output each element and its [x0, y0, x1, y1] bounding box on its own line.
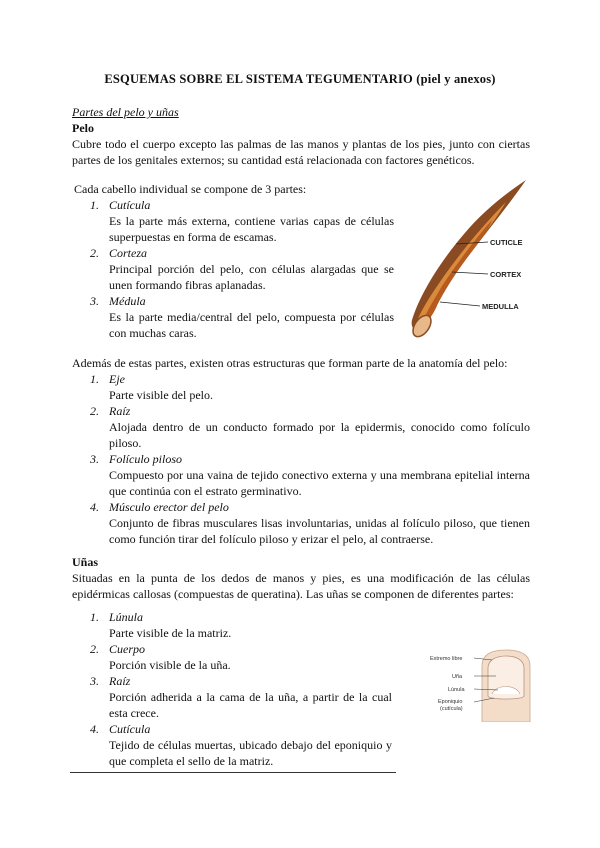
pelo-heading: Pelo [72, 121, 94, 135]
item-number: 4. [90, 722, 99, 736]
item-number: 3. [90, 294, 99, 308]
nail-parts-list [72, 609, 392, 769]
nail-structure-figure [430, 648, 534, 722]
free-edge-label: Extremo libre [430, 656, 463, 662]
item-term: Eje [109, 372, 125, 386]
item-description: Es la parte más externa, contiene varias capas de células superpuestas en forma de escamas. [109, 214, 394, 244]
item-term: Lúnula [109, 610, 144, 624]
cortex-label: CORTEX [490, 270, 522, 279]
section-heading: Partes del pelo y uñas [72, 105, 179, 119]
footer-rule [70, 772, 396, 773]
item-term: Médula [109, 294, 146, 308]
item-term: Cuerpo [109, 642, 145, 656]
item-number: 3. [90, 452, 99, 466]
medulla-label: MEDULLA [482, 302, 519, 311]
unas-heading: Uñas [72, 555, 99, 569]
item-term: Raíz [109, 404, 131, 418]
list-item [72, 403, 530, 451]
item-term: Músculo erector del pelo [109, 500, 229, 514]
list-item [72, 673, 392, 721]
pelo-other-intro: Además de estas partes, existen otras estructuras que forman parte de la anatomía del pelo: [72, 356, 508, 370]
cortex-leader-line [452, 272, 488, 274]
list-item [72, 641, 392, 673]
list-item [72, 721, 392, 769]
list-item [72, 371, 530, 403]
list-item [72, 609, 392, 641]
item-term: Cutícula [109, 198, 151, 212]
cuticle-sub-label: (cutícula) [440, 706, 463, 712]
document-title: ESQUEMAS SOBRE EL SISTEMA TEGUMENTARIO (piel y anexos) [104, 72, 496, 86]
hair-parts-list [72, 197, 394, 341]
item-number: 1. [90, 610, 99, 624]
item-description: Compuesto por una vaina de tejido conectivo externa y una membrana epitelial interna que continúa con el estrato germinativo. [109, 468, 530, 498]
item-number: 2. [90, 642, 99, 656]
item-term: Corteza [109, 246, 148, 260]
hair-anatomy-list [72, 371, 530, 547]
item-description: Parte visible del pelo. [109, 388, 213, 402]
item-description: Porción adherida a la cama de la uña, a partir de la cual esta crece. [109, 690, 392, 720]
hair-structure-figure [400, 176, 530, 338]
item-term: Cutícula [109, 722, 151, 736]
item-description: Tejido de células muertas, ubicado debajo del eponiquio y que completa el sello de la matriz. [109, 738, 392, 768]
pelo-intro: Cubre todo el cuerpo excepto las palmas de las manos y plantas de los pies, junto con ciertas partes de los genitales externos; su cantidad está relacionada con factores genéticos. [72, 137, 530, 167]
item-description: Principal porción del pelo, con células alargadas que se unen formando fibras aplanadas. [109, 262, 394, 292]
item-number: 3. [90, 674, 99, 688]
item-number: 4. [90, 500, 99, 514]
eponychium-label: Eponiquio [438, 699, 463, 705]
pelo-parts-intro: Cada cabello individual se compone de 3 partes: [74, 182, 307, 196]
unas-intro: Situadas en la punta de los dedos de manos y pies, es una modificación de las células epidérmicas callosas (compuestas de queratina). Las uñas se componen de diferentes partes: [72, 571, 530, 601]
medulla-leader-line [440, 302, 480, 306]
list-item [72, 499, 530, 547]
cuticle-label: CUTICLE [490, 238, 523, 247]
item-term: Raíz [109, 674, 131, 688]
item-number: 1. [90, 198, 99, 212]
item-number: 2. [90, 246, 99, 260]
list-item [72, 451, 530, 499]
item-description: Es la parte media/central del pelo, compuesta por células con muchas caras. [109, 310, 394, 340]
item-description: Porción visible de la uña. [109, 658, 231, 672]
list-item [72, 245, 394, 293]
lunula-label: Lúnula [448, 687, 465, 693]
item-description: Conjunto de fibras musculares lisas involuntarias, unidas al folículo piloso, que tienen como función tirar del folículo piloso y erizar el pelo, al contraerse. [109, 516, 530, 546]
list-item [72, 197, 394, 245]
item-description: Alojada dentro de un conducto formado por la epidermis, conocido como folículo piloso. [109, 420, 530, 450]
item-description: Parte visible de la matriz. [109, 626, 232, 640]
item-number: 1. [90, 372, 99, 386]
nail-label: Uña [452, 674, 463, 680]
list-item [72, 293, 394, 341]
item-number: 2. [90, 404, 99, 418]
item-term: Folículo piloso [109, 452, 182, 466]
